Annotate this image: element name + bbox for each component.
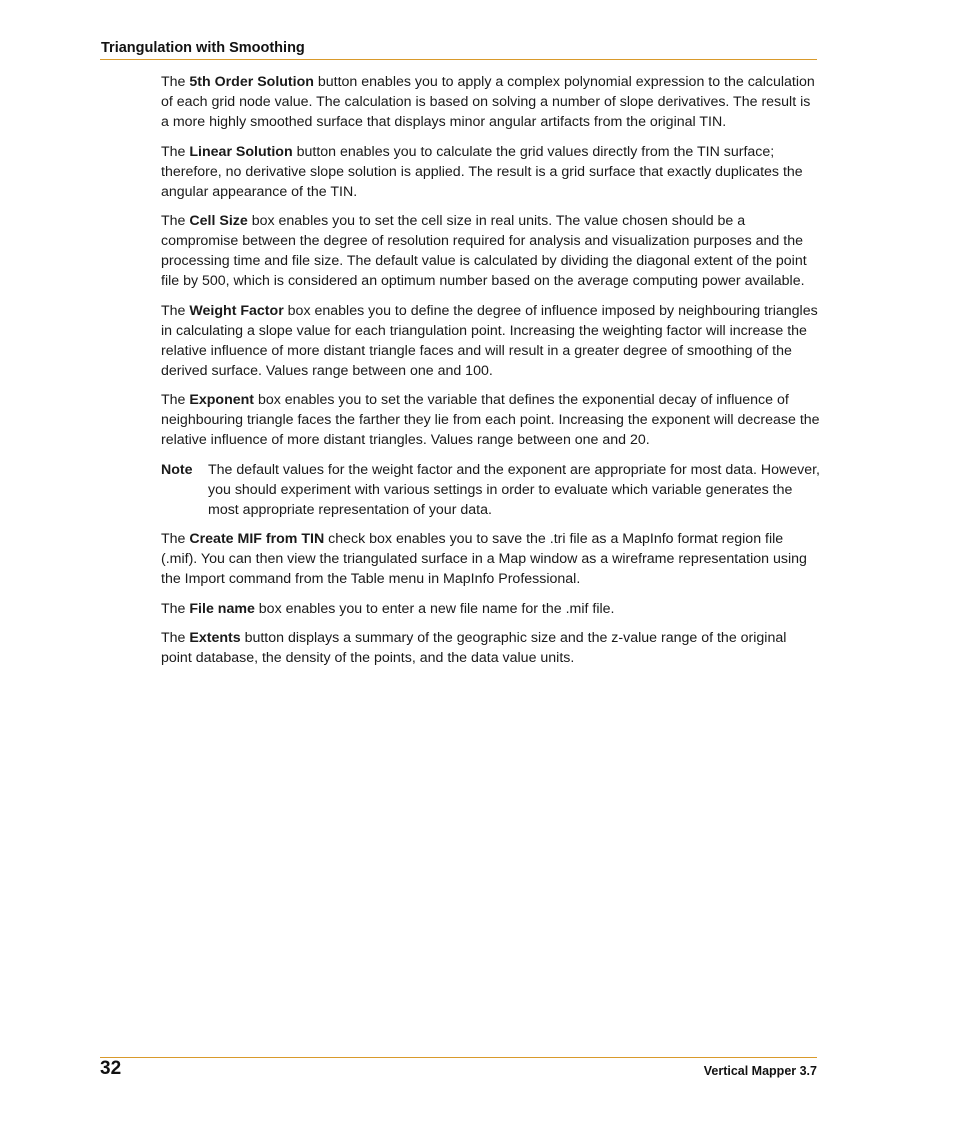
- paragraph-lead: The: [161, 531, 190, 547]
- term-extents: Extents: [189, 630, 241, 646]
- footer-rule: [100, 1057, 817, 1058]
- paragraph-lead: The: [161, 600, 190, 617]
- term-file-name: File name: [189, 600, 255, 617]
- note-label: Note: [161, 461, 193, 478]
- header-rule: [100, 59, 817, 60]
- page-body: [161, 72, 821, 678]
- term-linear-solution: Linear Solution: [189, 143, 293, 160]
- paragraph-text: box enables you to enter a new file name for the .mif file.: [254, 600, 615, 617]
- paragraph-text: button enables you to calculate the grid values directly from the TIN surface; therefore, no derivative slope solution is applied. The result is a grid surface that exactly duplicates the angular appearance of the TIN.: [161, 143, 803, 200]
- footer-product-name: Vertical Mapper 3.7: [703, 1064, 817, 1078]
- paragraph-text: check box enables you to save the .tri file as a MapInfo format region file (.mif). You can then view the triangulated surface in a Map window as a wireframe representation using the Import command from the Table menu in MapInfo Professional.: [161, 531, 807, 587]
- paragraph-lead: The: [161, 143, 190, 160]
- note-block: [161, 460, 821, 520]
- paragraph-text: button enables you to apply a complex polynomial expression to the calculation of each grid node value. The calculation is based on solving a number of slope derivatives. The result is a more highly smoothed surface that displays minor angular artifacts from the original TIN.: [161, 74, 815, 130]
- term-cell-size: Cell Size: [189, 213, 248, 229]
- page-number: 32: [100, 1058, 122, 1079]
- note-text: The default values for the weight factor and the exponent are appropriate for most data. However, you should experiment with various settings in order to evaluate which variable generates the most appropriate representation of your data.: [208, 461, 821, 518]
- term-exponent: Exponent: [189, 392, 255, 408]
- paragraph-exponent: [161, 390, 821, 450]
- paragraph-weight-factor: [161, 301, 821, 381]
- paragraph-lead: The: [161, 392, 190, 408]
- paragraph-text: button displays a summary of the geographic size and the z-value range of the original point database, the density of the points, and the data value units.: [161, 630, 787, 666]
- paragraph-text: box enables you to set the variable that defines the exponential decay of influence of neighbouring triangle faces the farther they lie from each point. Increasing the exponent will decrease the relative influence of more distant triangles. Values range between one and 20.: [161, 392, 820, 448]
- paragraph-5th-order-solution: [161, 72, 821, 132]
- term-5th-order-solution: 5th Order Solution: [189, 74, 314, 90]
- paragraph-create-mif: [161, 529, 821, 589]
- paragraph-lead: The: [161, 213, 190, 229]
- term-create-mif-from-tin: Create MIF from TIN: [189, 531, 325, 547]
- paragraph-cell-size: [161, 211, 821, 291]
- paragraph-linear-solution: [161, 142, 821, 202]
- running-header-title: Triangulation with Smoothing: [101, 40, 305, 56]
- paragraph-text: box enables you to set the cell size in real units. The value chosen should be a compromise between the degree of resolution required for analysis and visualization purposes and the processing time and file size. The default value is calculated by dividing the diagonal extent of the point file by 500, which is considered an optimum number based on the average computing power available.: [161, 213, 807, 289]
- paragraph-lead: The: [161, 630, 190, 646]
- paragraph-extents: [161, 628, 821, 668]
- paragraph-lead: The: [161, 74, 190, 90]
- term-weight-factor: Weight Factor: [189, 302, 284, 319]
- paragraph-file-name: [161, 599, 821, 619]
- paragraph-text: box enables you to define the degree of influence imposed by neighbouring triangles in calculating a slope value for each triangulation point. Increasing the weighting factor will increase the relative influence of more distant triangle faces and will result in a greater degree of smoothing of the derived surface. Values range between one and 100.: [161, 302, 818, 379]
- paragraph-lead: The: [161, 302, 190, 319]
